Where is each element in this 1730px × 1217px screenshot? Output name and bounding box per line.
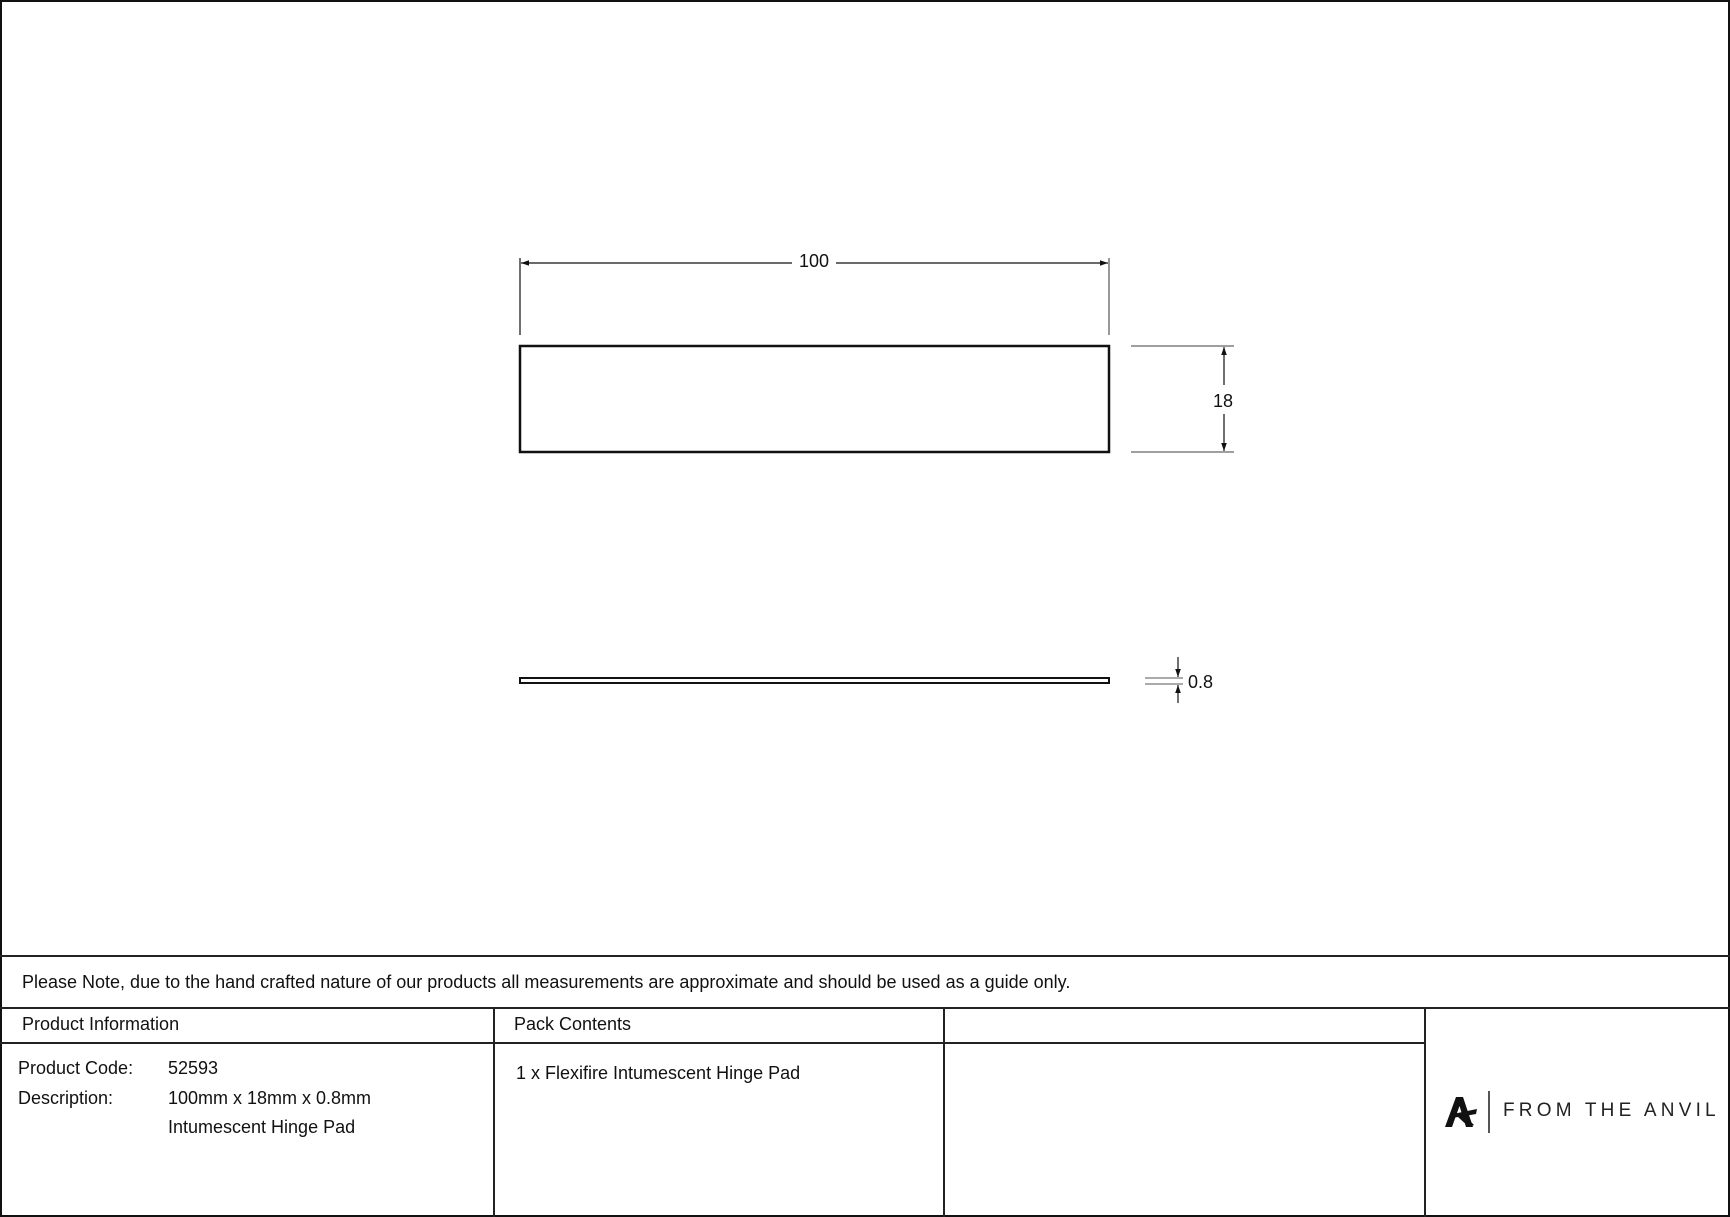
pack-contents-item: 1 x Flexifire Intumescent Hinge Pad	[516, 1063, 801, 1083]
brand-name: FROM THE ANVIL	[1503, 1100, 1720, 1121]
plan-view	[520, 346, 1109, 452]
disclaimer-note: Please Note, due to the hand crafted nature of our products all measurements are approximate and should be used as a guide only.	[22, 972, 1071, 992]
note-top-divider	[0, 955, 1730, 957]
product-code-value: 52593	[168, 1058, 219, 1078]
column-divider-1	[493, 1007, 495, 1217]
description-value-line1: 100mm x 18mm x 0.8mm	[168, 1088, 372, 1108]
length-label: 100	[798, 251, 830, 271]
anvil-a-logo-icon	[1443, 1096, 1479, 1128]
logo-divider	[1488, 1091, 1490, 1133]
side-view	[520, 678, 1109, 683]
width-label: 18	[1212, 391, 1234, 411]
description-label: Description:	[18, 1088, 114, 1108]
column-divider-2	[943, 1007, 945, 1217]
header-row-divider	[0, 1042, 1425, 1044]
pack-contents-header: Pack Contents	[514, 1014, 632, 1034]
column-divider-3	[1424, 1007, 1426, 1217]
width-dimension	[1131, 346, 1234, 452]
description-value-line2: Intumescent Hinge Pad	[168, 1117, 356, 1137]
brand-logo	[1440, 1088, 1720, 1134]
length-dimension	[520, 251, 1109, 335]
product-information-header: Product Information	[22, 1014, 180, 1034]
product-code-label: Product Code:	[18, 1058, 134, 1078]
note-bottom-divider	[0, 1007, 1730, 1009]
thickness-dimension	[1145, 657, 1213, 703]
thickness-label: 0.8	[1188, 672, 1214, 692]
